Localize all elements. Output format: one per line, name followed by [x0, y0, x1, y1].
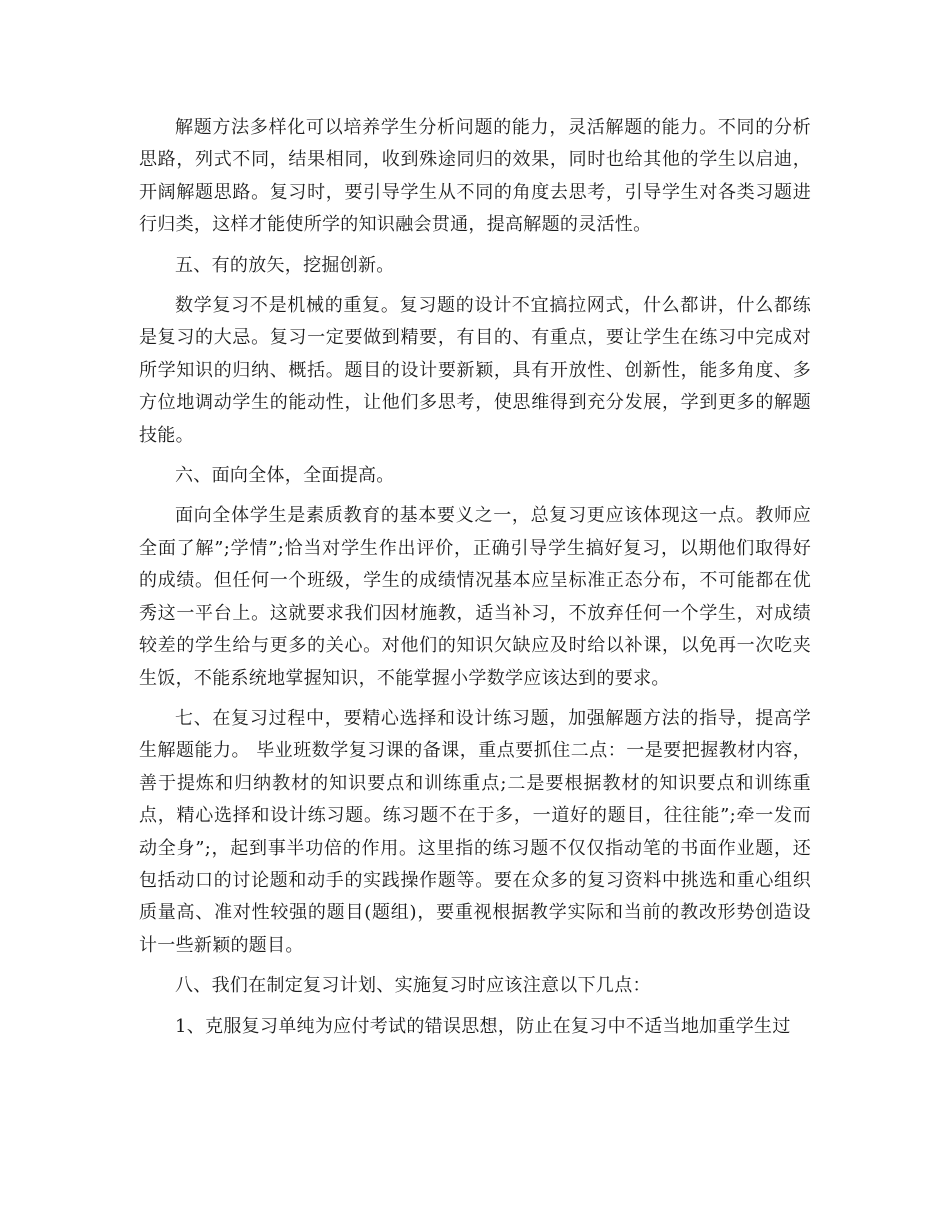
paragraph-item-1: 1、克服复习单纯为应付考试的错误思想，防止在复习中不适当地加重学生过: [175, 1015, 791, 1037]
document-body: [139, 112, 811, 1043]
paragraph-all-students: 面向全体学生是素质教育的基本要义之一，总复习更应该体现这一点。教师应全面了解”;学情”;恰当对学生作出评价，正确引导学生搞好复习，以期他们取得好的成绩。但任何一个班级，学生的成绩情况基本应呈标准正态分布，不可能都在优秀这一平台上。这就要求我们因材施教，适当补习，不放弃任何一个学生，对成绩较差的学生给与更多的关心。对他们的知识欠缺应及时给以补课，以免再一次吃夹生饭，不能系统地掌握知识，不能掌握小学数学应该达到的要求。: [139, 505, 811, 689]
section-heading-6: 六、面向全体，全面提高。: [175, 465, 395, 487]
section-heading-8: 八、我们在制定复习计划、实施复习时应该注意以下几点：: [175, 975, 651, 997]
paragraph-problem-solving-diversity: 解题方法多样化可以培养学生分析问题的能力，灵活解题的能力。不同的分析思路，列式不同，结果相同，收到殊途同归的效果，同时也给其他的学生以启迪，开阔解题思路。复习时，要引导学生从不同的角度去思考，引导学生对各类习题进行归类，这样才能使所学的知识融会贯通，提高解题的灵活性。: [139, 117, 811, 236]
paragraph-review-not-repetition: 数学复习不是机械的重复。复习题的设计不宜搞拉网式，什么都讲，什么都练是复习的大忌。复习一定要做到精要，有目的、有重点，要让学生在练习中完成对所学知识的归纳、概括。题目的设计要新颖，具有开放性、创新性，能多角度、多方位地调动学生的能动性，让他们多思考，使思维得到充分发展，学到更多的解题技能。: [139, 295, 811, 446]
paragraph-section-7-exercises: 七、在复习过程中，要精心选择和设计练习题，加强解题方法的指导，提高学生解题能力。 毕业班数学复习课的备课，重点要抓住二点：一是要把握教材内容，善于提炼和归纳教材的知识要点和训练重点;二是要根据教材的知识要点和训练重点，精心选择和设计练习题。练习题不在于多，一道好的题目，往往能”;牵一发而动全身”;，起到事半功倍的作用。这里指的练习题不仅仅指动笔的书面作业题，还包括动口的讨论题和动手的实践操作题等。要在众多的复习资料中挑选和重心组织质量高、准对性较强的题目(题组)，要重视根据教学实际和当前的教改形势创造设计一些新颖的题目。: [139, 707, 811, 956]
section-heading-5: 五、有的放矢，挖掘创新。: [175, 254, 395, 276]
